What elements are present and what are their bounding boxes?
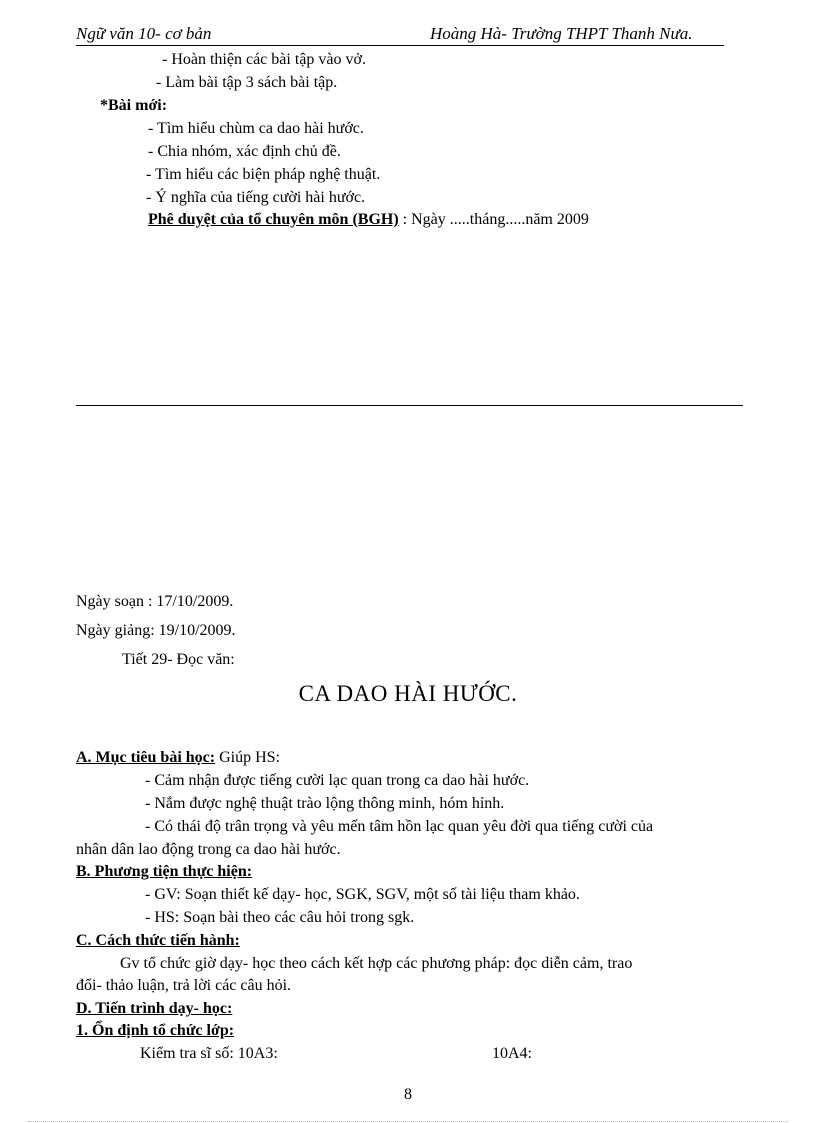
section-a-line xyxy=(76,748,280,768)
header-right: Hoàng Hà- Trường THPT Thanh Nưa. xyxy=(430,24,693,43)
section-a-heading: A. Mục tiêu bài học: xyxy=(76,749,216,766)
lesson-period: Tiết 29- Đọc văn: xyxy=(122,651,235,668)
new-lesson-item: - Chia nhóm, xác định chủ đề. xyxy=(148,143,341,160)
section-c-heading: C. Cách thức tiến hành: xyxy=(76,932,240,949)
new-lesson-heading: *Bài mới: xyxy=(100,97,168,114)
approval-text: : Ngày .....tháng.....năm 2009 xyxy=(398,211,589,228)
page-separator xyxy=(76,405,743,406)
section-a-para-first: - Có thái độ trân trọng và yêu mến tâm hồn lạc quan yêu đời qua tiếng cười của xyxy=(145,818,654,835)
section-c-para-first: Gv tổ chức giờ dạy- học theo cách kết hợp các phương pháp: đọc diễn cảm, trao xyxy=(120,955,633,972)
section-a-item: - Nắm được nghệ thuật trào lộng thông minh, hóm hỉnh. xyxy=(145,795,505,812)
new-lesson-item: - Ý nghĩa của tiếng cười hài hước. xyxy=(146,189,366,206)
section-b-item: - HS: Soạn bài theo các câu hỏi trong sgk. xyxy=(145,909,415,926)
section-d-subheading: 1. Ổn định tổ chức lớp: xyxy=(76,1022,235,1039)
footer-rule xyxy=(28,1121,788,1122)
section-c-para-rest: đổi- thảo luận, trả lời các câu hỏi. xyxy=(76,977,292,994)
section-b-item: - GV: Soạn thiết kế dạy- học, SGK, SGV, một số tài liệu tham khảo. xyxy=(145,886,580,903)
homework-item: - Hoàn thiện các bài tập vào vở. xyxy=(162,51,366,68)
page-title: CA DAO HÀI HƯỚC. xyxy=(298,681,518,706)
header-left: Ngữ văn 10- cơ bản xyxy=(76,24,212,43)
header-rule xyxy=(76,45,724,46)
section-b-heading: B. Phương tiện thực hiện: xyxy=(76,863,253,880)
page-number: 8 xyxy=(404,1086,412,1103)
homework-item: - Làm bài tập 3 sách bài tập. xyxy=(156,74,338,91)
new-lesson-item: - Tìm hiểu chùm ca dao hài hước. xyxy=(148,120,364,137)
new-lesson-item: - Tìm hiểu các biện pháp nghệ thuật. xyxy=(146,166,381,183)
section-a-item: - Cảm nhận được tiếng cười lạc quan trong ca dao hài hước. xyxy=(145,772,530,789)
section-d-heading: D. Tiến trình dạy- học: xyxy=(76,1000,233,1017)
attendance-second: 10A4: xyxy=(492,1045,532,1062)
teach-date: Ngày giảng: 19/10/2009. xyxy=(76,622,236,639)
approval-label: Phê duyệt của tổ chuyên môn (BGH) xyxy=(148,211,399,228)
section-a-para-rest: nhân dân lao động trong ca dao hài hước. xyxy=(76,841,341,858)
prep-date: Ngày soạn : 17/10/2009. xyxy=(76,593,234,610)
attendance-label: Kiểm tra sĩ số: 10A3: xyxy=(140,1045,278,1062)
approval-line xyxy=(148,210,589,230)
section-a-intro: Giúp HS: xyxy=(215,749,281,766)
